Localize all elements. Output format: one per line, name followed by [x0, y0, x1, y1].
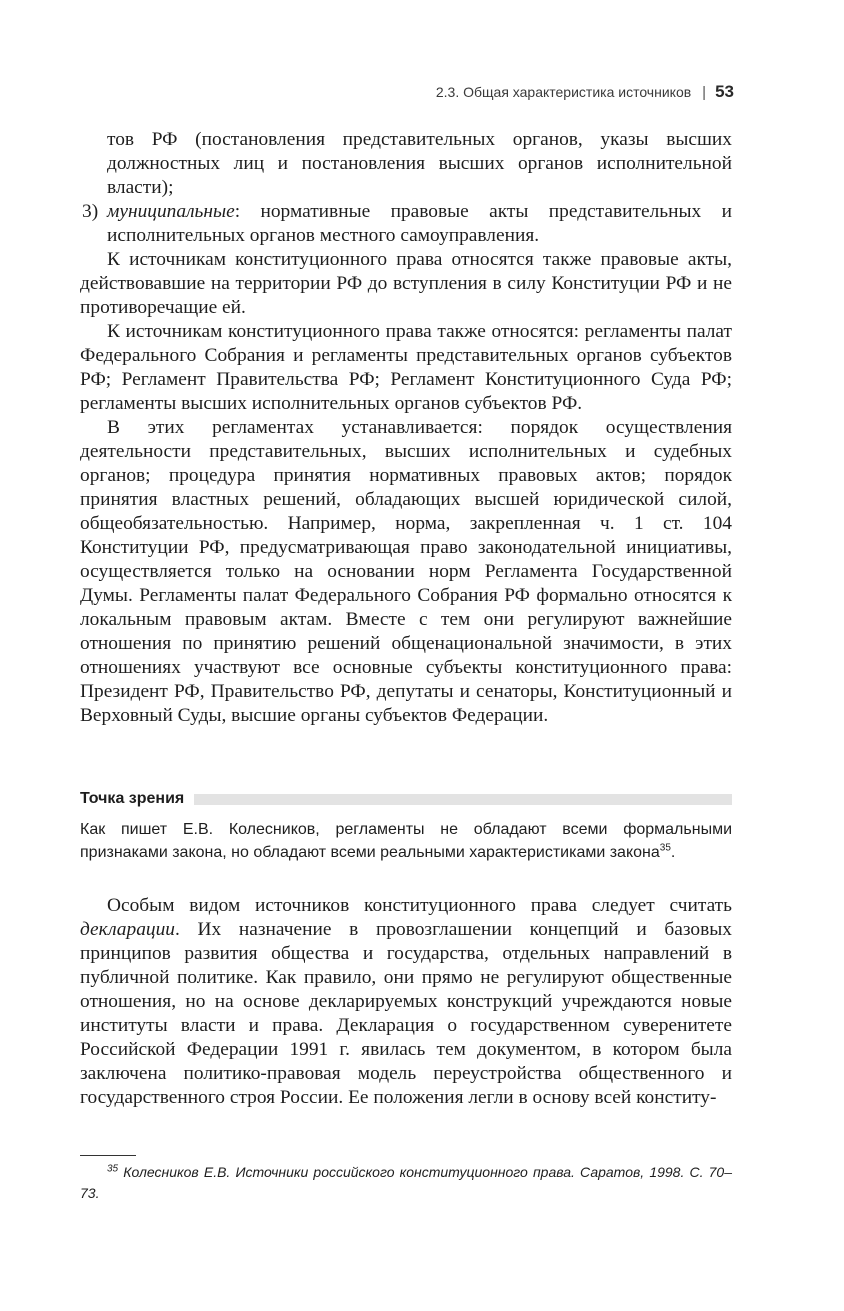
footnote-text: Колесников Е.В. Источники российского конституционного права. Саратов, 1998. С. 70–73.: [80, 1164, 732, 1201]
footnote-rule: [80, 1155, 136, 1156]
page-number: 53: [715, 82, 734, 101]
viewpoint-bar: [194, 794, 732, 805]
main-text-top: [80, 128, 732, 728]
paragraph: К источникам конституционного права относятся также правовые акты, действовавшие на территории РФ до вступления в силу Конституции РФ и не противоречащие ей.: [80, 249, 732, 318]
footnote-number: 35: [107, 1163, 119, 1175]
section-title: 2.3. Общая характеристика источников: [435, 84, 692, 100]
footnote-ref: 35: [659, 842, 671, 854]
list-item-term: муниципальные: [107, 201, 235, 222]
paragraph-rest: . Их назначение в провозглашении концепций и базовых принципов развития общества и государства, отдельных направлений в публичной политике. Как правило, они прямо не регулируют общественные отношения, но на основе декларируемых конструкций учреждаются новые институты власти и права. Декларация о государственном суверенитете Российской Федерации 1991 г. явилась тем документом, в котором была заключена политико-правовая модель переустройства общественного и государственного строя России. Ее положения легли в основу всей конститу-: [80, 919, 732, 1108]
paragraph-start: Особым видом источников конституционного права следует считать: [107, 895, 732, 916]
viewpoint-text: [80, 818, 732, 864]
viewpoint-header: [80, 788, 732, 810]
paragraph: [80, 894, 732, 1110]
paragraph: К источникам конституционного права также относятся: регламенты палат Федерального Собрания и регламенты представительных органов субъектов РФ; Регламент Правительства РФ; Регламент Конституционного Суда РФ; регламенты высших исполнительных органов субъектов РФ.: [80, 321, 732, 414]
list-item-number: 3): [82, 201, 99, 222]
viewpoint-title: Точка зрения: [80, 790, 185, 807]
list-item-continuation: тов РФ (постановления представительных органов, указы высших должностных лиц и постановления высших органов исполнительной власти);: [107, 129, 732, 198]
running-header: [436, 80, 734, 104]
list-item-3: [80, 200, 732, 248]
header-separator: |: [702, 83, 707, 101]
term-declarations: декларации: [80, 919, 175, 940]
main-text-bottom: [80, 894, 732, 1110]
viewpoint-end: .: [670, 844, 676, 861]
footnote-35: [80, 1162, 732, 1204]
list-item-text: : нормативные правовые акты представительных и исполнительных органов местного самоуправления.: [107, 201, 732, 246]
viewpoint-quote: Как пишет Е.В. Колесников, регламенты не обладают всеми формальными признаками закона, но обладают всеми реальными характеристиками закона: [80, 821, 732, 861]
paragraph: В этих регламентах устанавливается: порядок осуществления деятельности представительных, высших исполнительных и судебных органов; процедура принятия нормативных правовых актов; порядок принятия властных решений, обладающих высшей юридической силой, общеобязательностью. Например, норма, закрепленная ч. 1 ст. 104 Конституции РФ, предусматривающая право законодательной инициативы, осуществляется только на основании норм Регламента Государственной Думы. Регламенты палат Федерального Собрания РФ формально относятся к локальным правовым актам. Вместе с тем они регулируют важнейшие отношения по принятию решений общенациональной значимости, в этих отношениях участвуют все основные субъекты конституционного права: Президент РФ, Правительство РФ, депутаты и сенаторы, Конституционный и Верховный Суды, высшие органы субъектов Федерации.: [80, 417, 732, 726]
